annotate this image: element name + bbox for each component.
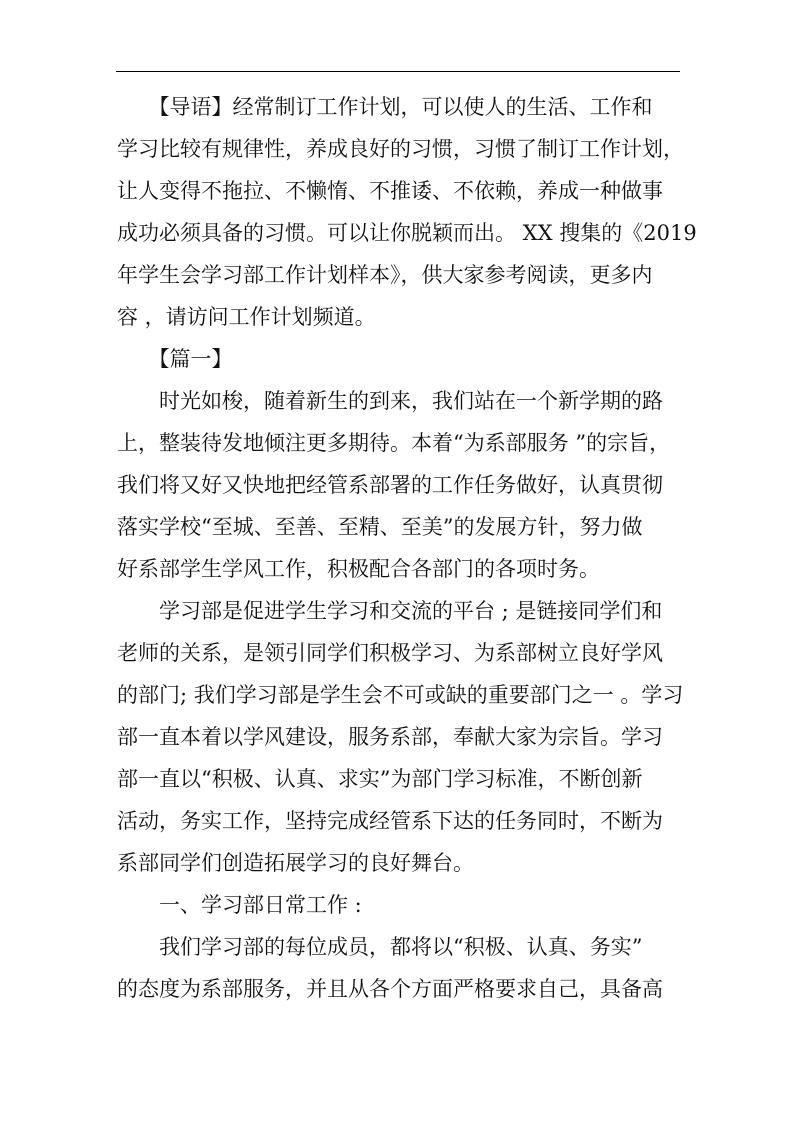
header-rule	[116, 71, 680, 72]
para2-line-1: 学习部是促进学生学习和交流的平台 ; 是链接同学们和	[117, 599, 663, 623]
subsection-heading: 一、学习部日常工作 :	[117, 893, 362, 917]
para2-line-3: 的部门; 我们学习部是学生会不可或缺的重要部门之一 。学习	[117, 683, 684, 707]
intro-line-1: 【导语】经常制订工作计划，可以使人的生活、工作和	[117, 95, 653, 119]
section-heading: 【篇一】	[117, 347, 233, 371]
para2-line-2: 老师的关系，是领引同学们积极学习、为系部树立良好学风	[117, 641, 663, 665]
para1-line-1: 时光如梭，随着新生的到来，我们站在一个新学期的路	[117, 389, 663, 413]
intro-line-4: 成功必须具备的习惯。可以让你脱颖而出。 XX 搜集的《2019	[117, 221, 697, 245]
para3-line-1: 我们学习部的每位成员，都将以“积极、认真、务实”	[117, 935, 643, 959]
para2-line-4: 部一直本着以学风建设，服务系部，奉献大家为宗旨。学习	[117, 725, 663, 749]
para1-line-5: 好系部学生学风工作，积极配合各部门的各项时务。	[117, 557, 600, 581]
para2-line-6: 活动，务实工作，坚持完成经管系下达的任务同时，不断为	[117, 809, 663, 833]
para1-line-4: 落实学校“至城、至善、至精、至美”的发展方针，努力做	[117, 515, 643, 539]
para2-line-5: 部一直以“积极、认真、求实”为部门学习标准，不断创新	[117, 767, 643, 791]
para1-line-3: 我们将又好又快地把经管系部署的工作任务做好，认真贯彻	[117, 473, 663, 497]
intro-line-3: 让人变得不拖拉、不懒惰、不推诿、不依赖，养成一种做事	[117, 179, 663, 203]
intro-line-6: 容 ，请访问工作计划频道。	[117, 305, 376, 329]
para3-line-2: 的态度为系部服务，并且从各个方面严格要求自己，具备高	[117, 977, 663, 1001]
para2-line-7: 系部同学们创造拓展学习的良好舞台。	[117, 851, 474, 875]
para1-line-2: 上，整装待发地倾注更多期待。本着“为系部服务 ”的宗旨，	[117, 431, 671, 455]
intro-line-5: 年学生会学习部工作计划样本》，供大家参考阅读，更多内	[117, 263, 653, 287]
intro-line-2: 学习比较有规律性，养成良好的习惯，习惯了制订工作计划，	[117, 137, 684, 161]
